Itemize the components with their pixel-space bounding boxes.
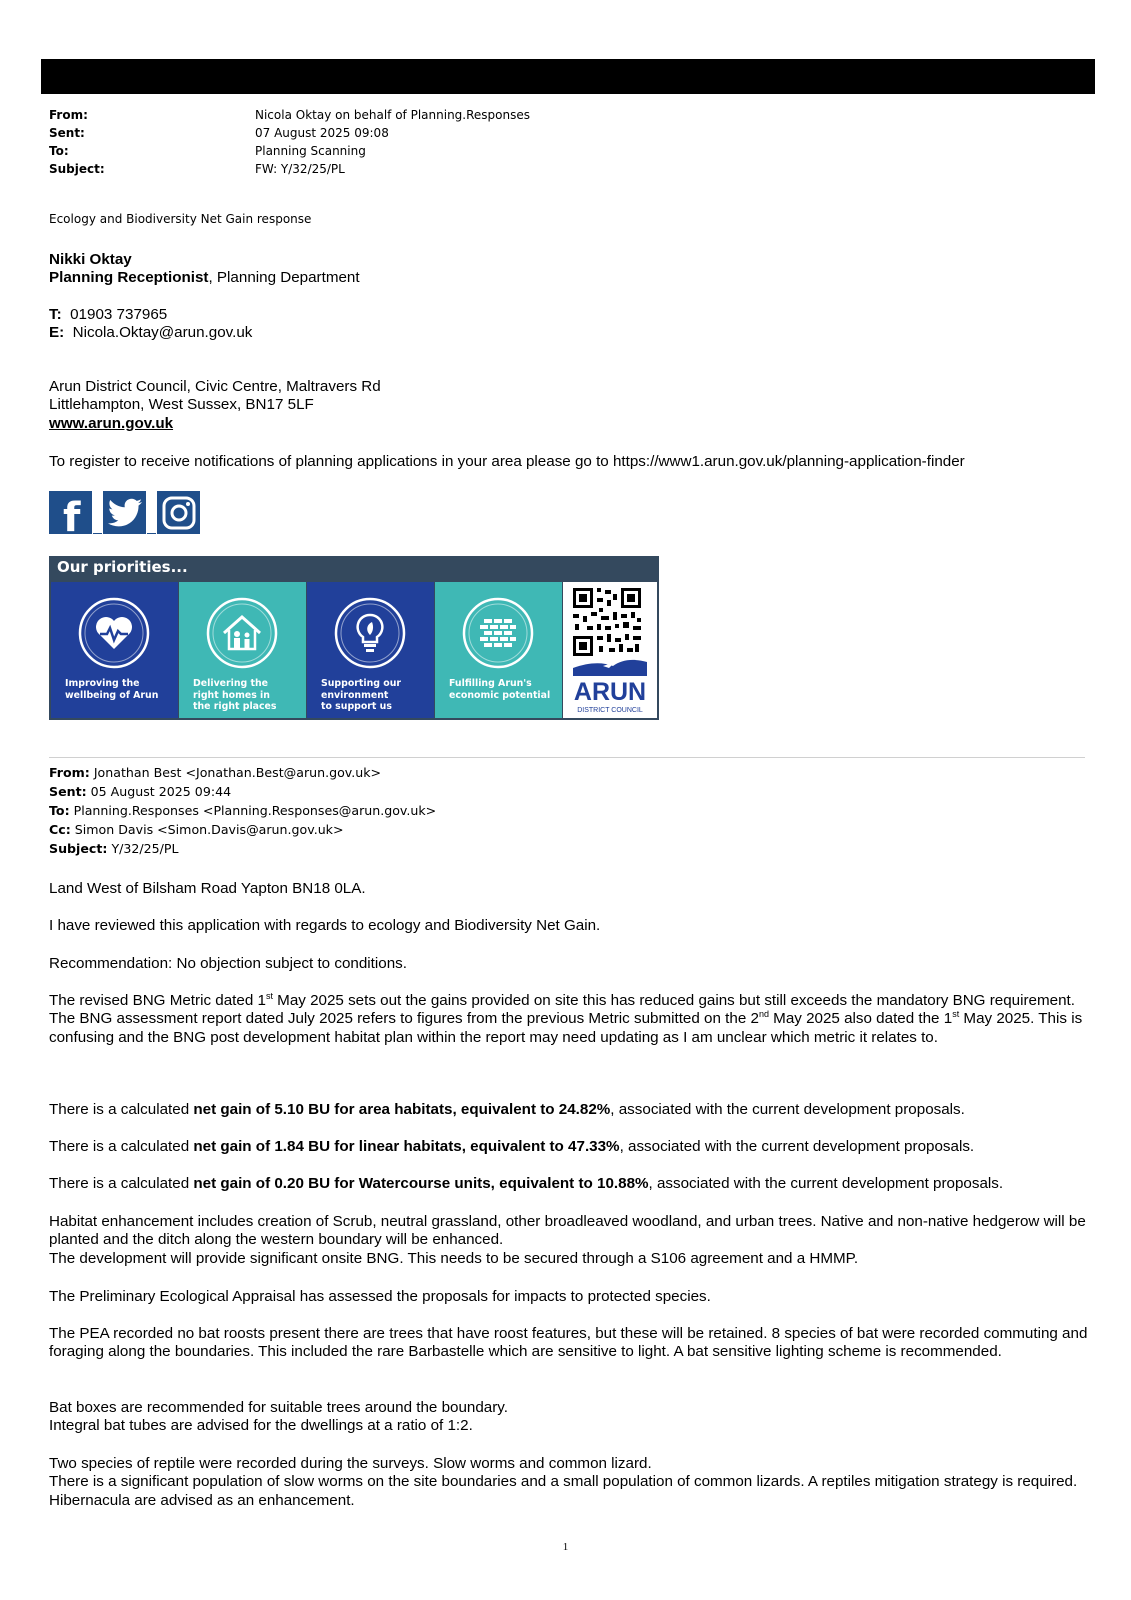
bat-boxes-paragraph: Bat boxes are recommended for suitable trees around the boundary. Integral bat tubes are advised for the dwellings at a ratio of 1:2. (49, 1399, 508, 1435)
priorities-banner (49, 556, 659, 720)
social-links (49, 491, 200, 534)
logo-subtext: DISTRICT COUNCIL (577, 707, 643, 714)
to-label: To: (49, 144, 69, 158)
phone-line (49, 306, 360, 324)
address-block (49, 378, 381, 433)
priority-text-1: Improving the wellbeing of Arun (65, 678, 159, 701)
fwd-subject-value: Y/32/25/PL (107, 841, 179, 856)
priority-text-4: Fulfilling Arun's economic potential (449, 678, 551, 701)
from-value: Nicola Oktay on behalf of Planning.Responses (255, 108, 530, 122)
lightbulb-leaf-icon (332, 595, 408, 671)
wave-logo-icon (573, 660, 647, 676)
subject-label: Subject: (49, 162, 105, 176)
habitat-paragraph: Habitat enhancement includes creation of Scrub, neutral grassland, other broadleaved woodland, and urban trees. Native and non-native hedgerow will be planted and the ditch along the western boundary will be enhanced. The development will provide significant onsite BNG. This needs to be secured through a S106 agreement and a HMMP. (49, 1213, 1086, 1267)
divider (49, 757, 1085, 758)
register-note: To register to receive notifications of planning applications in your area please go to https://www1.arun.gov.uk/planning-application-finder (49, 453, 965, 470)
reptiles-paragraph: Two species of reptile were recorded during the surveys. Slow worms and common lizard. There is a significant population of slow worms on the site boundaries and a small population of common lizards. A reptiles mitigation strategy is required. Hibernacula are advised as an enhancement. (49, 1455, 1078, 1509)
logo-text: ARUN (573, 678, 647, 706)
fwd-from-value: Jonathan Best <Jonathan.Best@arun.gov.uk> (89, 765, 382, 780)
signature-role: Planning Receptionist (49, 269, 209, 287)
svg-text:f: f (63, 495, 81, 534)
instagram-icon[interactable] (157, 491, 200, 534)
priority-text-2: Delivering the right homes in the right places (193, 678, 277, 712)
signature-block (49, 251, 360, 343)
email-header (49, 106, 530, 178)
fwd-cc-value: Simon Davis <Simon.Davis@arun.gov.uk> (70, 822, 344, 837)
priority-panel-wellbeing (51, 582, 178, 718)
forwarded-header (49, 763, 436, 858)
fwd-subject-label: Subject: (49, 841, 108, 856)
page-number: 1 (562, 1541, 569, 1553)
address-line-1: Arun District Council, Civic Centre, Maltravers Rd (49, 378, 381, 395)
twitter-icon[interactable] (103, 491, 146, 534)
priority-text-3: Supporting our environment to support us (321, 678, 401, 712)
signature-role-line (49, 269, 360, 287)
phone-label: T: (49, 305, 62, 323)
priority-panel-economy (435, 582, 562, 718)
pea-line: The Preliminary Ecological Appraisal has assessed the proposals for impacts to protected species. (49, 1288, 711, 1305)
to-value: Planning Scanning (255, 144, 366, 158)
fwd-to-value: Planning.Responses <Planning.Responses@arun.gov.uk> (69, 803, 437, 818)
website-link[interactable]: www.arun.gov.uk (49, 414, 174, 432)
gain-area-line: There is a calculated net gain of 5.10 BU for area habitats, equivalent to 24.82%, associated with the current development proposals. (49, 1101, 965, 1118)
gain-water-line: There is a calculated net gain of 0.20 BU for Watercourse units, equivalent to 10.88%, associated with the current development proposals. (49, 1175, 1004, 1192)
recommendation-line: Recommendation: No objection subject to conditions. (49, 955, 407, 972)
address-line-2: Littlehampton, West Sussex, BN17 5LF (49, 396, 314, 414)
from-label: From: (49, 108, 88, 122)
reviewed-line: I have reviewed this application with regards to ecology and Biodiversity Net Gain. (49, 917, 601, 934)
signature-name: Nikki Oktay (49, 251, 132, 268)
qr-code-icon (563, 582, 657, 718)
house-family-icon (204, 595, 280, 671)
banner-title: Our priorities... (57, 558, 188, 576)
email-line (49, 324, 360, 342)
priority-panel-homes (179, 582, 306, 718)
email-address[interactable]: Nicola.Oktay@arun.gov.uk (72, 324, 253, 342)
facebook-icon[interactable] (49, 491, 92, 534)
fwd-sent-label: Sent: (49, 784, 87, 799)
sent-label: Sent: (49, 126, 85, 140)
arun-logo-panel (563, 582, 657, 718)
fwd-sent-value: 05 August 2025 09:44 (86, 784, 232, 799)
subject-value: FW: Y/32/25/PL (255, 162, 345, 176)
fwd-from-label: From: (49, 765, 90, 780)
metric-paragraph: The revised BNG Metric dated 1st May 2025 sets out the gains provided on site this has reduced gains but still exceeds the mandatory BNG requirement. The BNG assessment report dated July 2025 refers to figures from the previous Metric submitted on the 2nd May 2025 also dated the 1st May 2025. This is confusing and the BNG post development habitat plan within the report may need updating as I am unclear which metric it relates to. (49, 990, 1083, 1046)
site-line: Land West of Bilsham Road Yapton BN18 0LA. (49, 880, 366, 897)
phone-number[interactable]: 01903 737965 (70, 305, 168, 323)
gain-linear-line: There is a calculated net gain of 1.84 BU for linear habitats, equivalent to 47.33%, associated with the current development proposals. (49, 1138, 975, 1155)
brick-wall-icon (460, 595, 536, 671)
fwd-to-label: To: (49, 803, 70, 818)
fwd-cc-label: Cc: (49, 822, 71, 837)
heart-icon (76, 595, 152, 671)
priority-panel-environment (307, 582, 434, 718)
intro-line: Ecology and Biodiversity Net Gain response (49, 212, 312, 226)
bats-paragraph: The PEA recorded no bat roosts present there are trees that have roost features, but these will be retained. 8 species of bat were recorded commuting and foraging along the boundaries. This included the rare Barbastelle which are sensitive to light. A bat sensitive lighting scheme is recommended. (49, 1325, 1088, 1361)
email-label: E: (49, 324, 65, 342)
sent-value: 07 August 2025 09:08 (255, 126, 389, 140)
redaction-bar (41, 59, 1095, 94)
signature-department: , Planning Department (208, 269, 360, 287)
